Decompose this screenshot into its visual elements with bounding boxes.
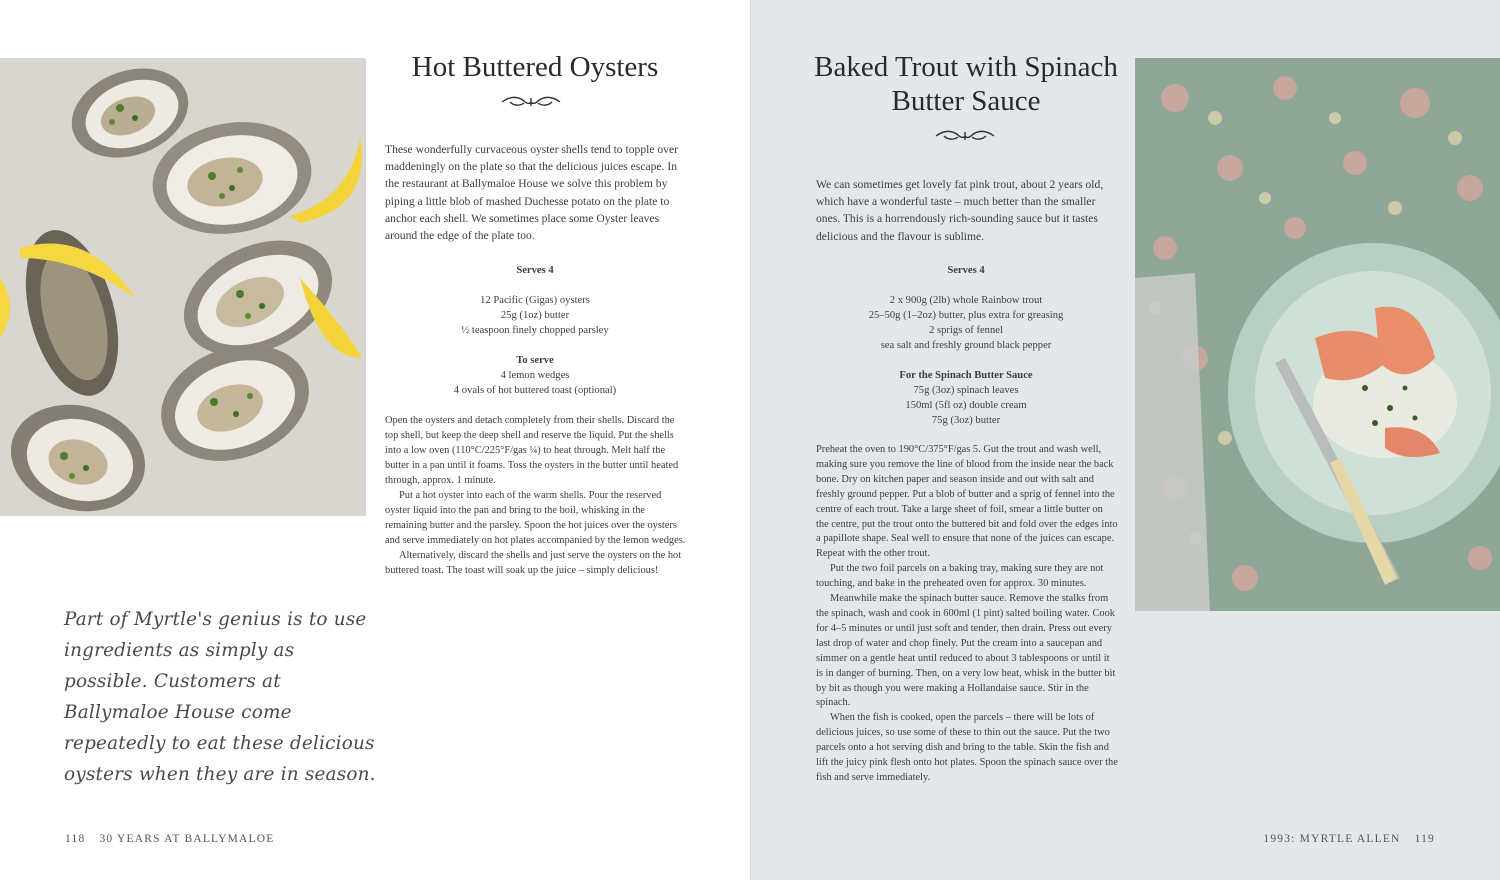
method-paragraph: Put a hot oyster into each of the warm shells. Pour the reserved oyster liquid into the pan and bring to the boil, whisking in the remaining butter and the parsley. Spoon the hot juices over the oysters and serve immediately on hot plates accompanied by the lemon wedges. <box>385 490 686 546</box>
oyster-to-serve-list <box>385 353 685 398</box>
ingredient-line: 4 lemon wedges <box>500 370 570 381</box>
page-number: 118 <box>65 833 86 845</box>
trout-serves <box>816 263 1116 278</box>
oyster-photo <box>0 58 366 516</box>
sauce-heading: For the Spinach Butter Sauce <box>899 370 1033 381</box>
left-folio <box>65 833 275 845</box>
oyster-recipe-title: Hot Buttered Oysters <box>411 51 659 83</box>
oyster-illustration <box>0 58 366 516</box>
oyster-serves <box>385 263 685 278</box>
trout-sauce-list <box>816 368 1116 428</box>
trout-method-text <box>816 443 1118 786</box>
right-page <box>750 0 1500 880</box>
oyster-intro-text: These wonderfully curvaceous oyster shells tend to topple over maddeningly on the plate so that the delicious juices escape. In the restaurant at Ballymaloe House we solve this problem by piping a little blob of mashed Duchesse potato on the plate to anchor each shell. We sometimes place some Oyster leaves around the edge of the plate too. <box>385 143 678 243</box>
ingredient-line: 75g (3oz) butter <box>931 415 1001 426</box>
method-paragraph: Open the oysters and detach completely from their shells. Discard the top shell, but keep the deep shell and reserve the liquid. Put the shells into a low oven (110°C/225°F/gas ¼) to heat through. Melt half the butter in a pan until it foams. Toss the oysters in the butter until heated through, approx. 1 minute. <box>385 415 679 486</box>
method-paragraph: Preheat the oven to 190°C/375°F/gas 5. Gut the trout and wash well, making sure you remove the line of blood from the inside near the back bone. Dry on kitchen paper and season inside and out with salt and freshly ground pepper. Put a blob of butter and a sprig of fennel into the centre of each trout. Take a large sheet of foil, smear a little butter on the centre, put the trout onto the buttered bit and fold over the edges into a papillote shape. Seal well to ensure that none of the juices can escape. Repeat with the other trout. <box>816 444 1118 560</box>
flourish-ornament-icon <box>934 128 996 144</box>
ingredient-line: 75g (3oz) spinach leaves <box>913 385 1019 396</box>
running-head: 30 YEARS AT BALLYMALOE <box>99 833 275 845</box>
method-paragraph: Meanwhile make the spinach butter sauce. Remove the stalks from the spinach, wash and cook in 600ml (1 pint) salted boiling water. Cook for 4–5 minutes or until just soft and tender, then drain. Press out every last drop of water and chop finely. Put the cream into a saucepan and simmer on a gentle heat until reduced to about 3 tablespoons or until it is in danger of burning. Then, on a very low heat, whisk in the butter bit by bit as though you were making a Hollandaise sauce. Stir in the spinach. <box>816 593 1116 709</box>
ingredient-line: 4 ovals of hot buttered toast (optional) <box>453 385 617 396</box>
oyster-method-text <box>385 413 687 578</box>
trout-ingredients-list <box>816 293 1116 353</box>
trout-intro-text: We can sometimes get lovely fat pink trout, about 2 years old, which have a wonderful taste – much better than the smaller ones. This is a horrendously rich-sounding sauce but it tastes delicious and the flavour is sublime. <box>816 178 1104 243</box>
trout-recipe-title: Baked Trout with Spinach Butter Sauce <box>814 51 1118 117</box>
flourish-ornament-icon <box>500 94 562 110</box>
ingredient-line: 25–50g (1–2oz) butter, plus extra for greasing <box>868 310 1064 321</box>
trout-illustration <box>1135 58 1500 611</box>
page-number: 119 <box>1414 833 1435 845</box>
trout-photo <box>1135 58 1500 611</box>
ingredient-line: 2 x 900g (2lb) whole Rainbow trout <box>889 295 1043 306</box>
ingredient-line: 2 sprigs of fennel <box>929 325 1003 336</box>
ingredient-line: 150ml (5fl oz) double cream <box>905 400 1027 411</box>
method-paragraph: Put the two foil parcels on a baking tray, making sure they are not touching, and bake in the preheated oven for approx. 30 minutes. <box>816 563 1104 590</box>
ingredient-line: 25g (1oz) butter <box>500 310 570 321</box>
ingredient-line: ½ teaspoon finely chopped parsley <box>461 325 609 336</box>
method-paragraph: Alternatively, discard the shells and just serve the oysters on the hot buttered toast. The toast will soak up the juice – simply delicious! <box>385 550 682 576</box>
serves-label: Serves 4 <box>947 265 985 276</box>
ingredient-line: 12 Pacific (Gigas) oysters <box>480 295 590 306</box>
method-paragraph: When the fish is cooked, open the parcels – there will be lots of delicious juices, so use some of these to thin out the sauce. Put the two parcels onto a hot serving dish and bring to the table. Skin the fish and lift the juicy pink flesh onto hot plates. Spoon the spinach sauce over the fish and serve immediately. <box>816 712 1118 783</box>
oyster-ingredients-list <box>385 293 685 338</box>
right-folio <box>1263 833 1435 845</box>
handwritten-quote: Part of Myrtle's genius is to use ingredients as simply as possible. Customers at Ballymaloe House come repeatedly to eat these delicious oysters when they are in season. <box>64 609 376 785</box>
to-serve-heading: To serve <box>516 355 554 366</box>
ingredient-line: sea salt and freshly ground black pepper <box>880 340 1052 351</box>
serves-label: Serves 4 <box>516 265 554 276</box>
running-head: 1993: MYRTLE ALLEN <box>1263 833 1401 845</box>
